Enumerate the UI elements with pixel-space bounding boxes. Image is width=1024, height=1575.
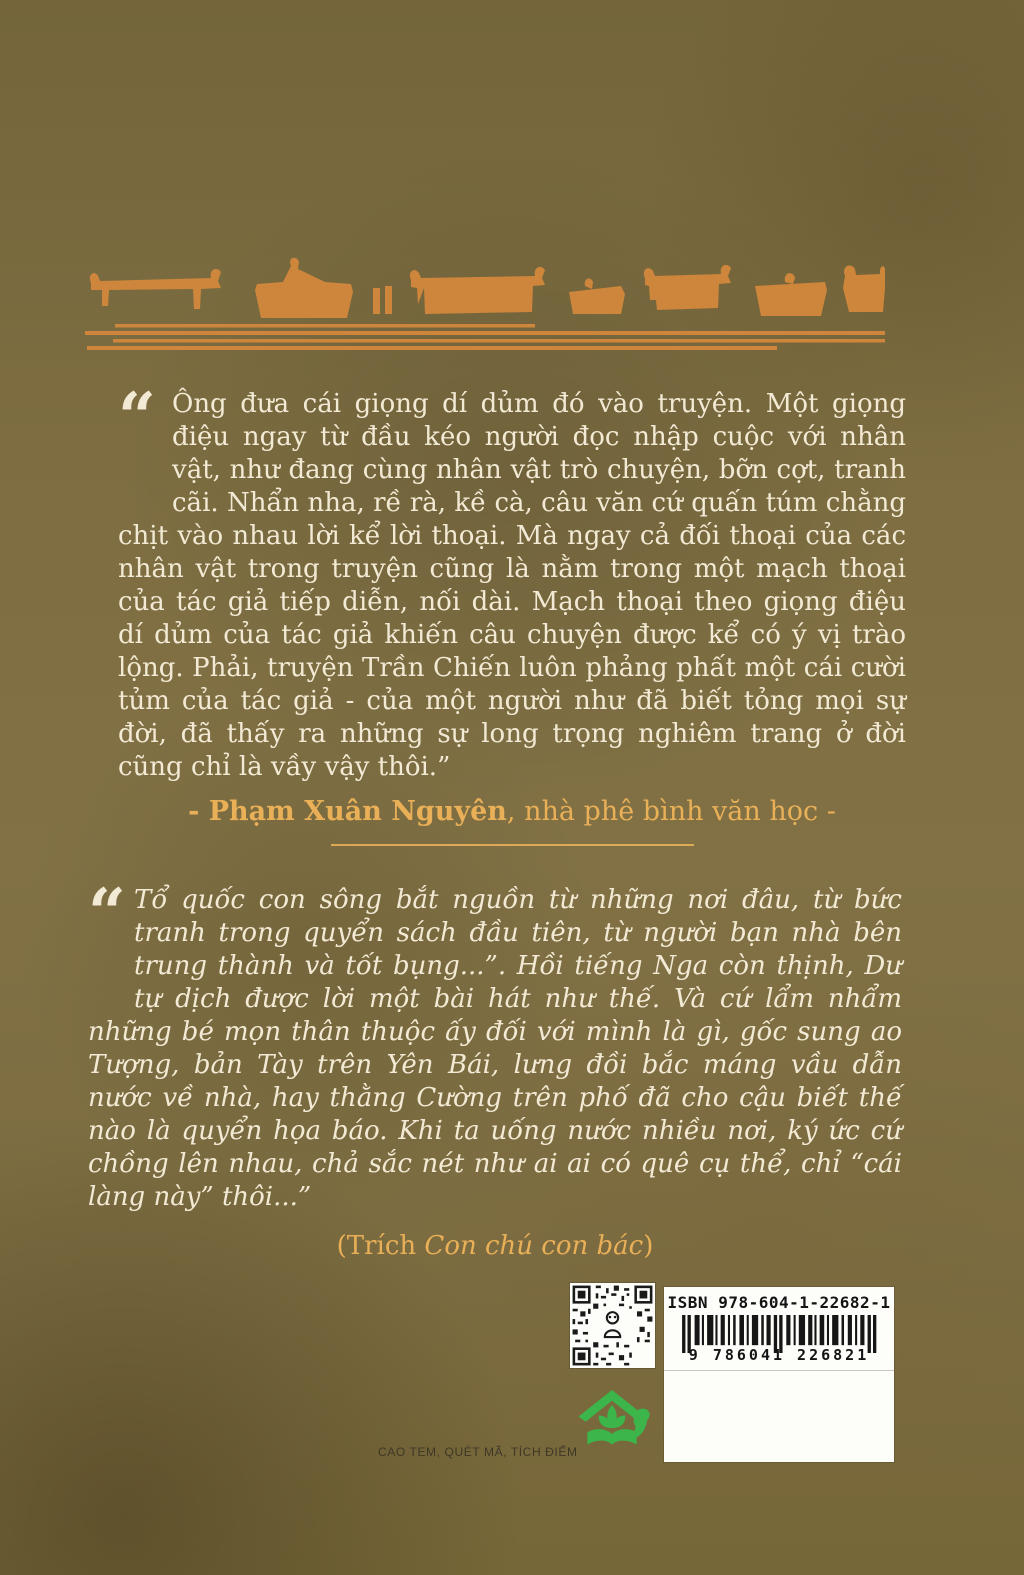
loyalty-program-text: CAO TEM, QUÉT MÃ, TÍCH ĐIỂM: [378, 1445, 578, 1459]
excerpt-quote-section: [88, 874, 902, 1261]
village-houses-illustration: [85, 252, 885, 354]
barcode-digits: 9 786041 226821: [688, 1346, 870, 1364]
excerpt-quote-text: [88, 874, 902, 1214]
critic-quote-text: [118, 378, 906, 784]
qr-code: [570, 1283, 655, 1368]
qr-code-pattern: [570, 1283, 655, 1368]
critic-quote-section: [118, 378, 906, 846]
opening-quote-icon: “: [88, 874, 122, 952]
attribution-name: - Phạm Xuân Nguyên: [188, 796, 507, 827]
publisher-logo: [566, 1383, 658, 1471]
attribution-role: , nhà phê bình văn học -: [506, 796, 836, 827]
excerpt-quote-body: Tổ quốc con sông bắt nguồn từ những nơi đâu, từ bức tranh trong quyển sách đầu tiên, từ người bạn nhà bên trung thành và tốt bụng...”. Hồi tiếng Nga còn thịnh, Dư tự dịch được lời một bài hát như thế. Và cứ lẩm nhẩm những bé mọn thân thuộc ấy đối với mình là gì, gốc sung ao Tượng, bản Tày trên Yên Bái, lưng đồi bắc máng vầu dẫn nước về nhà, hay thằng Cường trên phố đã cho cậu biết thế nào là quyển họa báo. Khi ta uống nước nhiều nơi, ký ức cứ chồng lên nhau, chả sắc nét như ai ai có quê cụ thể, chỉ “cái làng này” thôi...”: [88, 885, 902, 1212]
opening-quote-icon: “: [118, 378, 152, 456]
excerpt-source-title: Con chú con bác: [424, 1231, 644, 1261]
critic-quote-body: Ông đưa cái giọng dí dủm đó vào truyện. Một giọng điệu ngay từ đầu kéo người đọc nhập cuộc với nhân vật, như đang cùng nhân vật trò chuyện, bỡn cợt, tranh cãi. Nhẩn nha, rề rà, kề cà, câu văn cứ quấn túm chằng chịt vào nhau lời kể lời thoại. Mà ngay cả đối thoại của các nhân vật trong truyện cũng là nằm trong một mạch thoại của tác giả tiếp diễn, nối dài. Mạch thoại theo giọng điệu dí dủm của tác giả khiến câu chuyện được kể có ý vị trào lộng. Phải, truyện Trần Chiến luôn phảng phất một cái cười tủm của tác giả - của một người như đã biết tỏng mọi sự đời, đã thấy ra những sự long trọng nghiêm trang ở đời cũng chỉ là vầy vậy thôi.”: [118, 389, 906, 782]
quote-attribution: [118, 796, 906, 827]
excerpt-source-prefix: (Trích: [336, 1231, 425, 1261]
isbn-label: [664, 1287, 894, 1462]
label-divider: [664, 1370, 894, 1371]
divider-line: [331, 844, 694, 846]
excerpt-source-suffix: ): [643, 1231, 654, 1261]
excerpt-source: [88, 1231, 902, 1261]
isbn-number: ISBN 978-604-1-22682-1: [667, 1293, 891, 1312]
